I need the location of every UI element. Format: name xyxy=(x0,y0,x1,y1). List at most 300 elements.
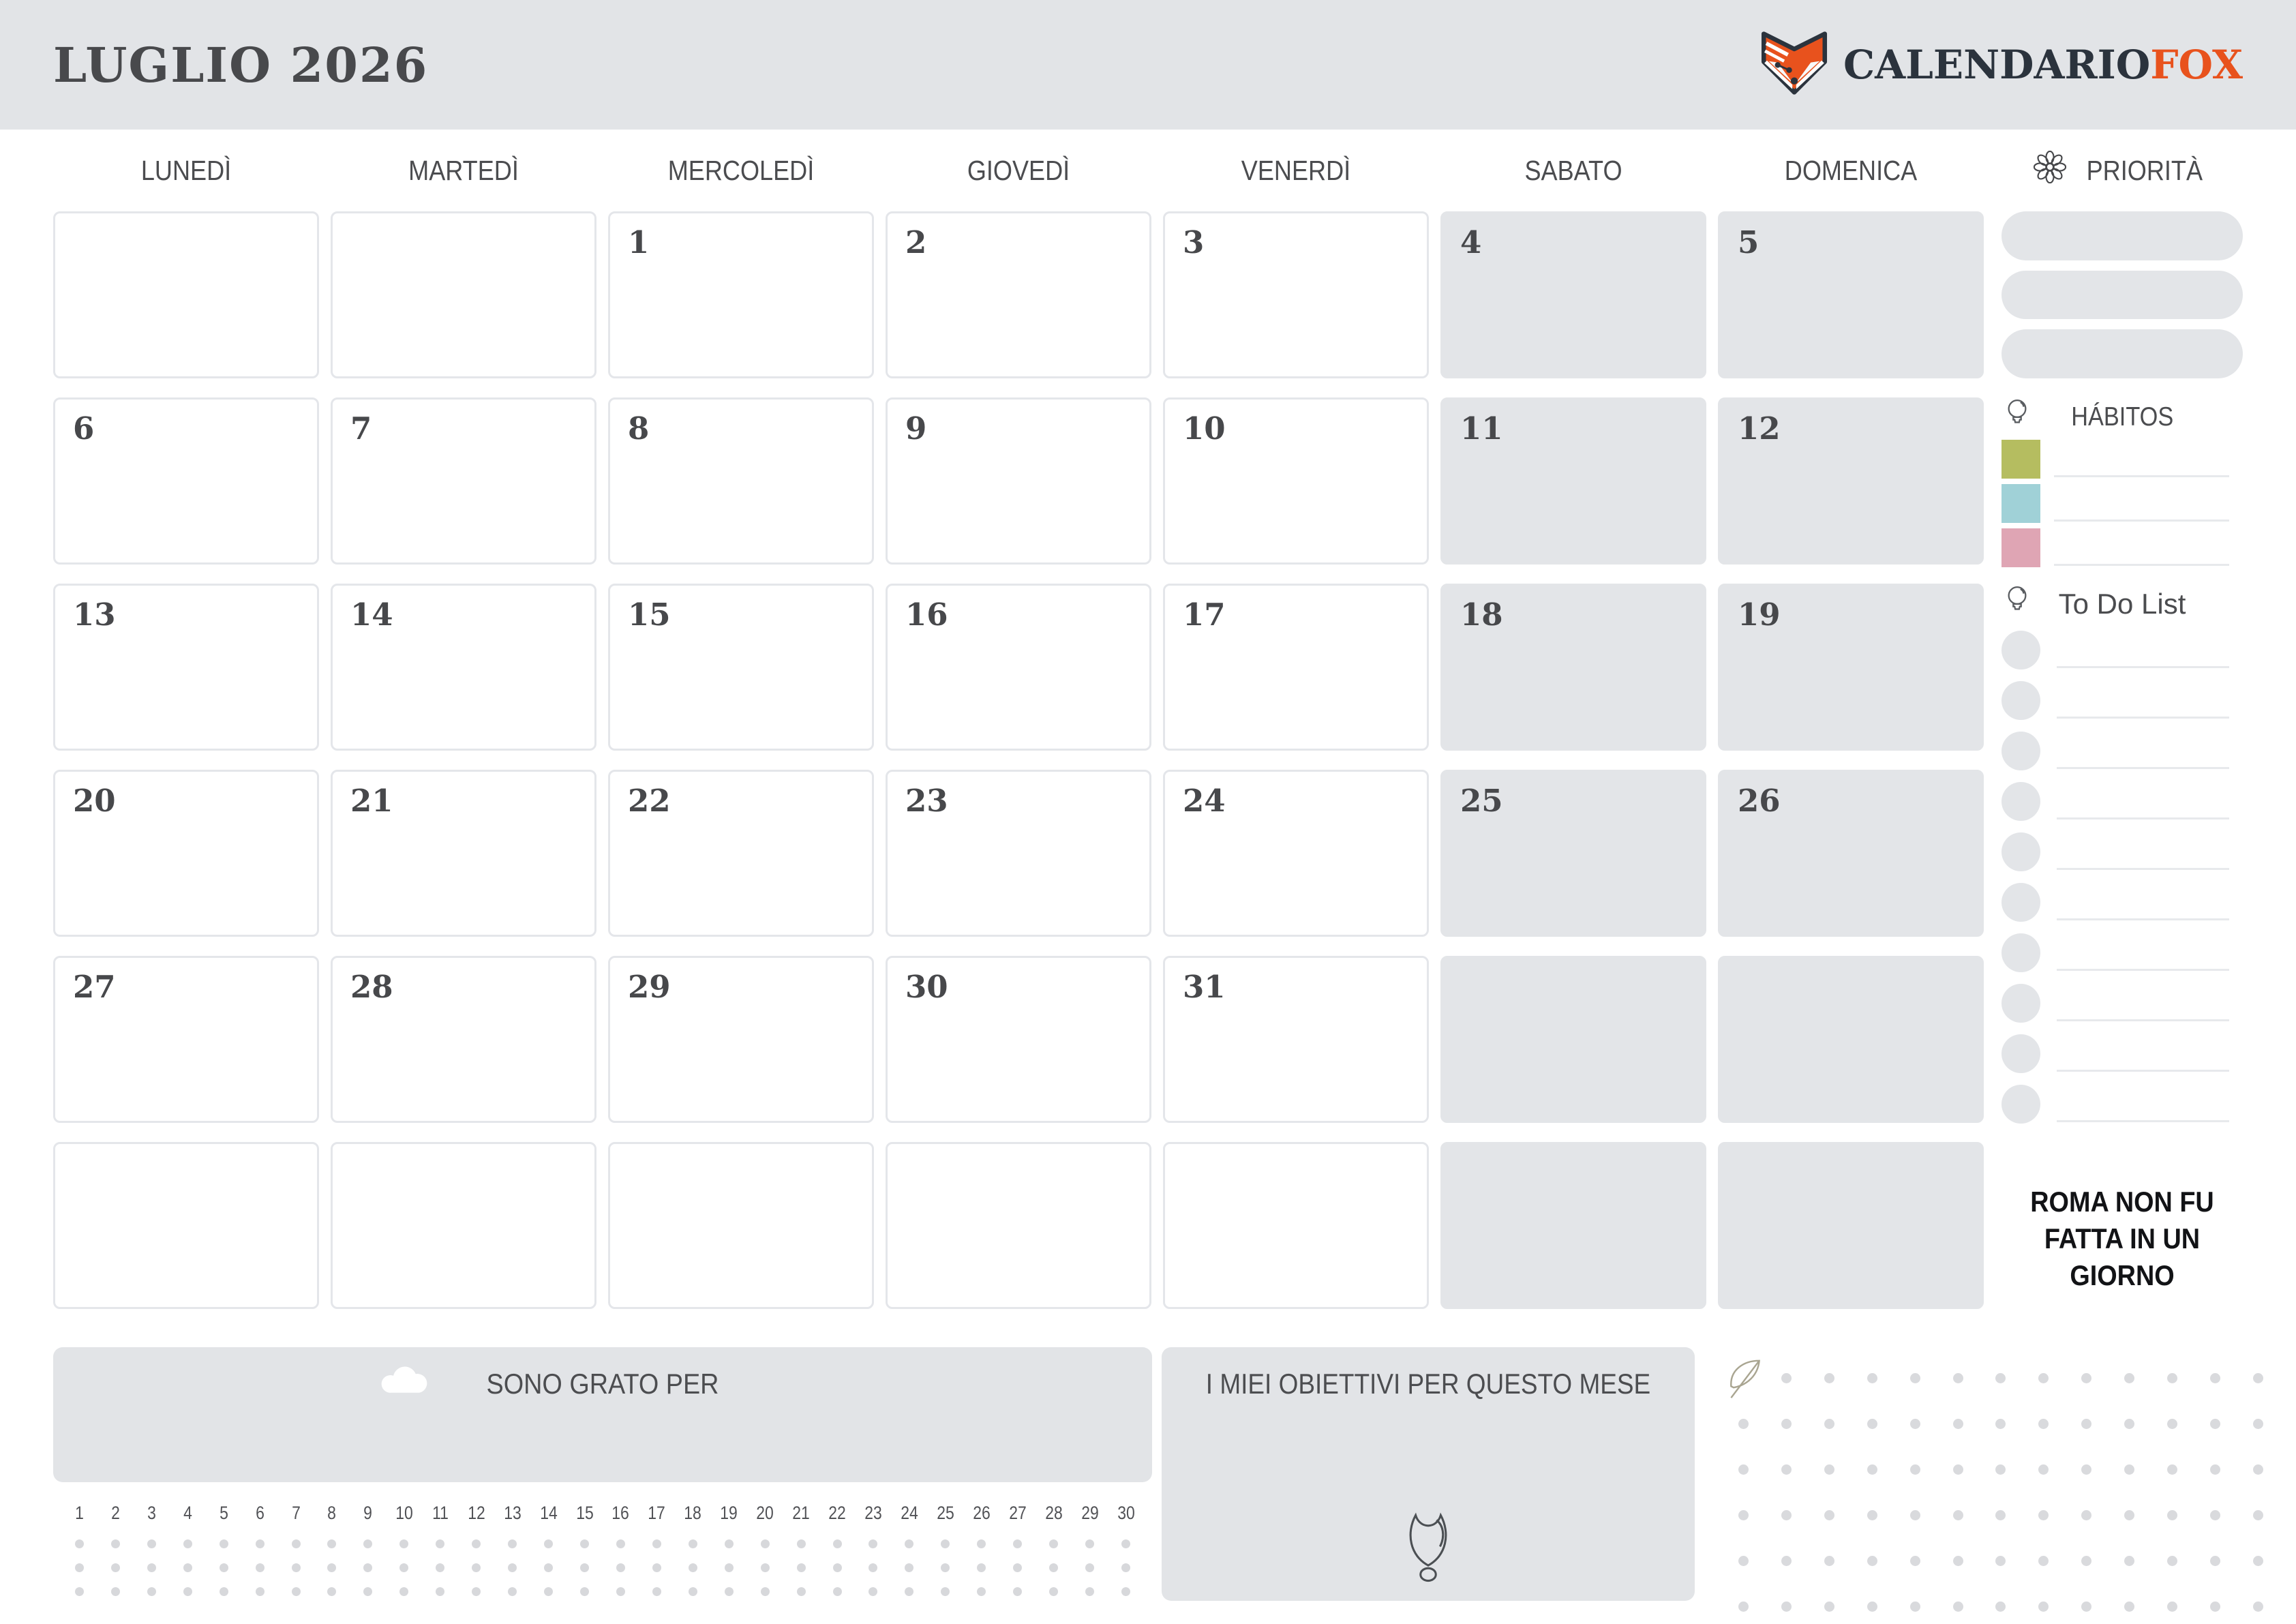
todo-writing-line xyxy=(2057,918,2229,920)
notes-dot xyxy=(2253,1602,2263,1612)
tracker-dot xyxy=(183,1563,192,1572)
tracker-dot xyxy=(1121,1563,1130,1572)
notes-dot xyxy=(1910,1419,1920,1429)
day-number: 14 xyxy=(350,597,393,633)
tracker-dot xyxy=(868,1587,877,1596)
tracker-dot xyxy=(544,1587,553,1596)
notes-dot xyxy=(2038,1602,2049,1612)
tracker-dot xyxy=(472,1587,481,1596)
flower-icon xyxy=(2034,151,2066,190)
tracker-dot xyxy=(327,1587,336,1596)
todo-writing-line xyxy=(2057,717,2229,719)
day-number: 2 xyxy=(905,224,927,260)
notes-dot xyxy=(2081,1510,2091,1520)
gratitude-title: SONO GRATO PER xyxy=(486,1368,719,1400)
day-cell xyxy=(331,1142,596,1309)
tracker-dot xyxy=(1013,1563,1022,1572)
notes-dot xyxy=(1781,1373,1792,1383)
tracker-day-number: 10 xyxy=(395,1502,413,1523)
day-cell xyxy=(1163,956,1429,1123)
notes-dot xyxy=(1953,1556,1963,1566)
tracker-dot xyxy=(363,1587,372,1596)
tracker-dot xyxy=(652,1563,661,1572)
notes-dot xyxy=(1953,1602,1963,1612)
tracker-dot xyxy=(363,1563,372,1572)
tracker-day-number: 18 xyxy=(684,1502,702,1523)
todo-row xyxy=(2002,732,2243,770)
tracker-dot xyxy=(363,1539,372,1548)
tracker-day-number: 23 xyxy=(864,1502,882,1523)
todo-bullet-circle xyxy=(2002,1034,2040,1073)
tracker-dot xyxy=(1013,1587,1022,1596)
tracker-dot xyxy=(183,1587,192,1596)
notes-dot xyxy=(1953,1464,1963,1475)
tracker-day-number: 12 xyxy=(467,1502,485,1523)
tracker-dot xyxy=(111,1563,120,1572)
tracker-dot xyxy=(652,1587,661,1596)
priority-slot xyxy=(2002,271,2243,320)
day-number: 12 xyxy=(1738,410,1781,447)
todo-bullet-circle xyxy=(2002,681,2040,720)
tracker-column xyxy=(639,1501,675,1596)
tracker-dot xyxy=(868,1563,877,1572)
tracker-dot xyxy=(292,1563,301,1572)
habits-section xyxy=(2002,397,2243,568)
day-cell xyxy=(1163,211,1429,378)
tracker-day-number: 5 xyxy=(219,1502,228,1523)
todo-list xyxy=(2002,631,2243,1124)
notes-dot xyxy=(2253,1510,2263,1520)
logo-text-accent: FOX xyxy=(2150,42,2243,88)
tracker-day-number: 30 xyxy=(1117,1502,1135,1523)
notes-dot xyxy=(1824,1602,1834,1612)
notes-dot xyxy=(1995,1510,2006,1520)
day-cell xyxy=(53,956,319,1123)
day-number: 5 xyxy=(1738,224,1759,260)
day-number: 23 xyxy=(905,783,948,819)
tracker-dot xyxy=(725,1587,734,1596)
main-content xyxy=(0,130,2296,1309)
day-number: 29 xyxy=(628,969,671,1005)
todo-title: To Do List xyxy=(2058,588,2186,620)
tracker-day-number: 6 xyxy=(255,1502,265,1523)
tracker-column xyxy=(603,1501,639,1596)
tracker-column xyxy=(242,1501,278,1596)
tracker-column xyxy=(963,1501,999,1596)
tracker-dot xyxy=(689,1563,697,1572)
notes-dot xyxy=(2124,1373,2134,1383)
day-cell xyxy=(53,584,319,751)
todo-writing-line xyxy=(2057,969,2229,971)
habit-color-swatch xyxy=(2002,484,2040,523)
notes-dot xyxy=(1824,1464,1834,1475)
todo-writing-line xyxy=(2057,666,2229,668)
day-number: 30 xyxy=(905,969,948,1005)
priority-title: PRIORITÀ xyxy=(2086,154,2203,186)
tracker-dot xyxy=(75,1563,84,1572)
gratitude-box xyxy=(53,1347,1152,1482)
tracker-dot xyxy=(111,1539,120,1548)
tracker-dot xyxy=(436,1563,444,1572)
notes-dot xyxy=(2081,1556,2091,1566)
day-number: 15 xyxy=(628,597,671,633)
weekday-label: MARTEDÌ xyxy=(408,154,519,186)
notes-dot xyxy=(2038,1556,2049,1566)
notes-dot xyxy=(2124,1419,2134,1429)
tracker-dot xyxy=(1085,1587,1094,1596)
day-number: 17 xyxy=(1183,597,1226,633)
todo-bullet-circle xyxy=(2002,732,2040,770)
notes-dot xyxy=(2124,1556,2134,1566)
notes-dot xyxy=(2210,1510,2220,1520)
day-cell xyxy=(1718,397,1984,565)
notes-dot xyxy=(2038,1510,2049,1520)
day-cell xyxy=(1163,1142,1429,1309)
todo-row xyxy=(2002,883,2243,922)
tracker-dot xyxy=(1121,1539,1130,1548)
day-number: 4 xyxy=(1460,224,1482,260)
day-number: 6 xyxy=(73,410,95,447)
tracker-dot xyxy=(256,1587,265,1596)
tracker-dot xyxy=(256,1563,265,1572)
tracker-dot xyxy=(689,1587,697,1596)
tracker-dot xyxy=(1049,1563,1058,1572)
tracker-column xyxy=(458,1501,494,1596)
logo-text xyxy=(1843,42,2243,88)
tracker-day-number: 14 xyxy=(539,1502,558,1523)
tracker-dot xyxy=(1085,1563,1094,1572)
habit-writing-line xyxy=(2054,475,2229,477)
tulip-icon xyxy=(1397,1505,1460,1593)
notes-dot xyxy=(2253,1373,2263,1383)
tracker-dot xyxy=(147,1587,156,1596)
day-number: 22 xyxy=(628,783,671,819)
notes-dot xyxy=(1781,1556,1792,1566)
notes-dot xyxy=(2253,1464,2263,1475)
notes-dot xyxy=(1867,1556,1877,1566)
notes-dot xyxy=(1953,1510,1963,1520)
gratitude-column xyxy=(53,1347,1152,1596)
day-number: 8 xyxy=(628,410,650,447)
weekday-label: LUNEDÌ xyxy=(140,154,232,186)
notes-dot xyxy=(2124,1510,2134,1520)
todo-writing-line xyxy=(2057,817,2229,819)
page-title: LUGLIO 2026 xyxy=(53,36,429,93)
day-cell xyxy=(1718,1142,1984,1309)
day-cell xyxy=(1440,397,1706,565)
tracker-dot xyxy=(941,1539,950,1548)
notes-dot xyxy=(1867,1373,1877,1383)
notes-dot xyxy=(1910,1373,1920,1383)
tracker-dot xyxy=(1121,1587,1130,1596)
tracker-dot xyxy=(436,1539,444,1548)
tracker-day-number: 20 xyxy=(756,1502,774,1523)
tracker-dot xyxy=(1049,1587,1058,1596)
habit-row xyxy=(2002,484,2243,523)
tracker-dot xyxy=(75,1539,84,1548)
dot-grid xyxy=(1722,1355,2280,1624)
day-cell xyxy=(608,584,874,751)
todo-bullet-circle xyxy=(2002,1085,2040,1124)
notes-dot xyxy=(2210,1602,2220,1612)
tracker-column xyxy=(422,1501,458,1596)
todo-section xyxy=(2002,584,2243,1124)
priority-header xyxy=(2002,130,2243,211)
habits-header xyxy=(2002,397,2243,437)
notes-dot xyxy=(1995,1556,2006,1566)
day-number: 1 xyxy=(628,224,650,260)
tracker-dot xyxy=(220,1539,228,1548)
footer xyxy=(0,1347,2296,1624)
tracker-dot xyxy=(327,1539,336,1548)
tracker-dot xyxy=(256,1539,265,1548)
weekday-label: GIOVEDÌ xyxy=(967,154,1070,186)
tracker-dot xyxy=(868,1539,877,1548)
day-cell xyxy=(53,211,319,378)
day-cell xyxy=(1440,956,1706,1123)
tracker-column xyxy=(61,1501,97,1596)
tracker-dot xyxy=(544,1539,553,1548)
notes-dot xyxy=(1867,1602,1877,1612)
todo-row xyxy=(2002,782,2243,821)
tracker-day-number: 22 xyxy=(828,1502,846,1523)
tracker-dot xyxy=(580,1539,589,1548)
tracker-dot xyxy=(941,1563,950,1572)
notes-dot xyxy=(2167,1602,2177,1612)
calendar-section xyxy=(53,130,1984,1309)
day-cell xyxy=(1718,770,1984,937)
tracker-column xyxy=(675,1501,711,1596)
tracker-dot xyxy=(797,1539,806,1548)
tracker-dot xyxy=(833,1563,842,1572)
tracker-day-number: 17 xyxy=(648,1502,666,1523)
notes-dot xyxy=(1781,1510,1792,1520)
todo-writing-line xyxy=(2057,1070,2229,1072)
tracker-day-number: 13 xyxy=(503,1502,522,1523)
notes-dot xyxy=(2081,1464,2091,1475)
calendar-grid xyxy=(53,211,1984,1309)
tracker-column xyxy=(206,1501,242,1596)
day-cell xyxy=(331,584,596,751)
tracker-dot xyxy=(833,1539,842,1548)
tracker-day-number: 26 xyxy=(973,1502,991,1523)
tracker-day-number: 25 xyxy=(937,1502,954,1523)
day-cell xyxy=(886,956,1151,1123)
todo-row xyxy=(2002,1085,2243,1124)
tracker-day-number: 21 xyxy=(792,1502,810,1523)
notes-dot xyxy=(2081,1373,2091,1383)
notes-dot xyxy=(1781,1602,1792,1612)
notes-dot xyxy=(2210,1556,2220,1566)
tracker-day-number: 24 xyxy=(901,1502,918,1523)
day-tracker xyxy=(53,1501,1152,1596)
notes-dot xyxy=(2210,1419,2220,1429)
tracker-dot xyxy=(436,1587,444,1596)
day-number: 28 xyxy=(350,969,393,1005)
todo-row xyxy=(2002,681,2243,720)
notes-dot xyxy=(1738,1464,1749,1475)
todo-writing-line xyxy=(2057,1120,2229,1122)
todo-bullet-circle xyxy=(2002,631,2040,670)
priority-slot xyxy=(2002,329,2243,378)
todo-bullet-circle xyxy=(2002,883,2040,922)
dot-notes-area xyxy=(1695,1347,2296,1624)
todo-writing-line xyxy=(2057,767,2229,769)
notes-dot xyxy=(1824,1373,1834,1383)
tracker-dot xyxy=(111,1587,120,1596)
notes-dot xyxy=(1995,1419,2006,1429)
day-number: 11 xyxy=(1460,410,1503,447)
tracker-column xyxy=(819,1501,856,1596)
day-cell xyxy=(1718,211,1984,378)
day-cell xyxy=(886,1142,1151,1309)
notes-dot xyxy=(2210,1464,2220,1475)
tracker-day-number: 19 xyxy=(720,1502,738,1523)
weekday-label: DOMENICA xyxy=(1784,154,1918,186)
day-cell xyxy=(886,584,1151,751)
tracker-dot xyxy=(580,1563,589,1572)
day-cell xyxy=(608,211,874,378)
logo-text-primary: CALENDARIO xyxy=(1843,42,2151,88)
day-number: 31 xyxy=(1183,969,1226,1005)
notes-dot xyxy=(1995,1373,2006,1383)
tracker-dot xyxy=(616,1587,625,1596)
tracker-dot xyxy=(183,1539,192,1548)
habit-row xyxy=(2002,528,2243,567)
notes-dot xyxy=(1953,1373,1963,1383)
tracker-column xyxy=(386,1501,422,1596)
tracker-day-number: 7 xyxy=(291,1502,301,1523)
day-number: 18 xyxy=(1460,597,1503,633)
tracker-column xyxy=(350,1501,386,1596)
tracker-day-number: 15 xyxy=(575,1502,594,1523)
tracker-dot xyxy=(941,1587,950,1596)
notes-dot xyxy=(1867,1419,1877,1429)
day-number: 24 xyxy=(1183,783,1226,819)
day-cell xyxy=(331,956,596,1123)
day-number: 20 xyxy=(73,783,116,819)
tracker-dot xyxy=(905,1539,913,1548)
notes-dot xyxy=(1867,1464,1877,1475)
notes-dot xyxy=(2167,1419,2177,1429)
notes-dot xyxy=(1781,1419,1792,1429)
tracker-dot xyxy=(977,1539,986,1548)
day-cell xyxy=(1163,584,1429,751)
day-cell xyxy=(608,397,874,565)
tracker-dot xyxy=(761,1563,770,1572)
tracker-dot xyxy=(508,1539,517,1548)
todo-header xyxy=(2002,584,2243,624)
tracker-dot xyxy=(399,1539,408,1548)
tracker-column xyxy=(134,1501,170,1596)
tracker-dot xyxy=(327,1563,336,1572)
tracker-dot xyxy=(977,1587,986,1596)
day-cell xyxy=(886,397,1151,565)
tracker-dot xyxy=(399,1587,408,1596)
tracker-column xyxy=(170,1501,206,1596)
tracker-column xyxy=(999,1501,1036,1596)
feather-icon xyxy=(1725,1357,1766,1405)
notes-dot xyxy=(1738,1556,1749,1566)
tracker-dot xyxy=(147,1563,156,1572)
day-number: 27 xyxy=(73,969,116,1005)
goals-title: I MIEI OBIETTIVI PER QUESTO MESE xyxy=(1205,1368,1651,1400)
tracker-dot xyxy=(1049,1539,1058,1548)
tracker-column xyxy=(1108,1501,1144,1596)
tracker-column xyxy=(567,1501,603,1596)
notes-dot xyxy=(1910,1510,1920,1520)
todo-bullet-circle xyxy=(2002,832,2040,871)
notes-dot xyxy=(2167,1464,2177,1475)
day-number: 21 xyxy=(350,783,393,819)
day-number: 16 xyxy=(905,597,948,633)
sidebar xyxy=(2002,130,2243,1309)
tracker-column xyxy=(927,1501,963,1596)
tracker-column xyxy=(314,1501,350,1596)
tracker-column xyxy=(747,1501,783,1596)
day-cell xyxy=(1163,770,1429,937)
day-number: 7 xyxy=(350,410,372,447)
habit-color-swatch xyxy=(2002,528,2040,567)
tracker-dot xyxy=(616,1563,625,1572)
day-number: 13 xyxy=(73,597,116,633)
todo-row xyxy=(2002,984,2243,1023)
notes-dot xyxy=(1781,1464,1792,1475)
habits-title: HÁBITOS xyxy=(2070,402,2174,432)
tracker-column xyxy=(530,1501,567,1596)
tracker-dot xyxy=(399,1563,408,1572)
tracker-day-number: 28 xyxy=(1044,1502,1063,1523)
tracker-dot xyxy=(689,1539,697,1548)
tracker-day-number: 16 xyxy=(611,1502,630,1523)
tracker-dot xyxy=(508,1587,517,1596)
notes-dot xyxy=(2124,1464,2134,1475)
tracker-dot xyxy=(725,1539,734,1548)
tracker-dot xyxy=(761,1587,770,1596)
day-cell xyxy=(53,770,319,937)
habit-writing-line xyxy=(2054,564,2229,566)
todo-bullet-circle xyxy=(2002,984,2040,1023)
priority-slot xyxy=(2002,211,2243,260)
notes-dot xyxy=(1995,1464,2006,1475)
tracker-dot xyxy=(616,1539,625,1548)
tracker-dot xyxy=(292,1587,301,1596)
todo-row xyxy=(2002,933,2243,972)
tracker-day-number: 29 xyxy=(1081,1502,1099,1523)
day-number: 9 xyxy=(905,410,927,447)
tracker-dot xyxy=(220,1587,228,1596)
day-number: 3 xyxy=(1183,224,1205,260)
notes-dot xyxy=(1824,1556,1834,1566)
habit-row xyxy=(2002,440,2243,479)
tracker-dot xyxy=(1085,1539,1094,1548)
todo-row xyxy=(2002,631,2243,670)
day-cell xyxy=(608,1142,874,1309)
day-cell xyxy=(331,770,596,937)
notes-dot xyxy=(1824,1510,1834,1520)
notes-dot xyxy=(1910,1464,1920,1475)
day-cell xyxy=(608,956,874,1123)
notes-dot xyxy=(1824,1419,1834,1429)
day-cell xyxy=(608,770,874,937)
todo-bullet-circle xyxy=(2002,933,2040,972)
tracker-dot xyxy=(905,1563,913,1572)
notes-dot xyxy=(2167,1556,2177,1566)
tracker-dot xyxy=(797,1587,806,1596)
day-cell xyxy=(886,211,1151,378)
tracker-column xyxy=(278,1501,314,1596)
notes-dot xyxy=(2081,1602,2091,1612)
